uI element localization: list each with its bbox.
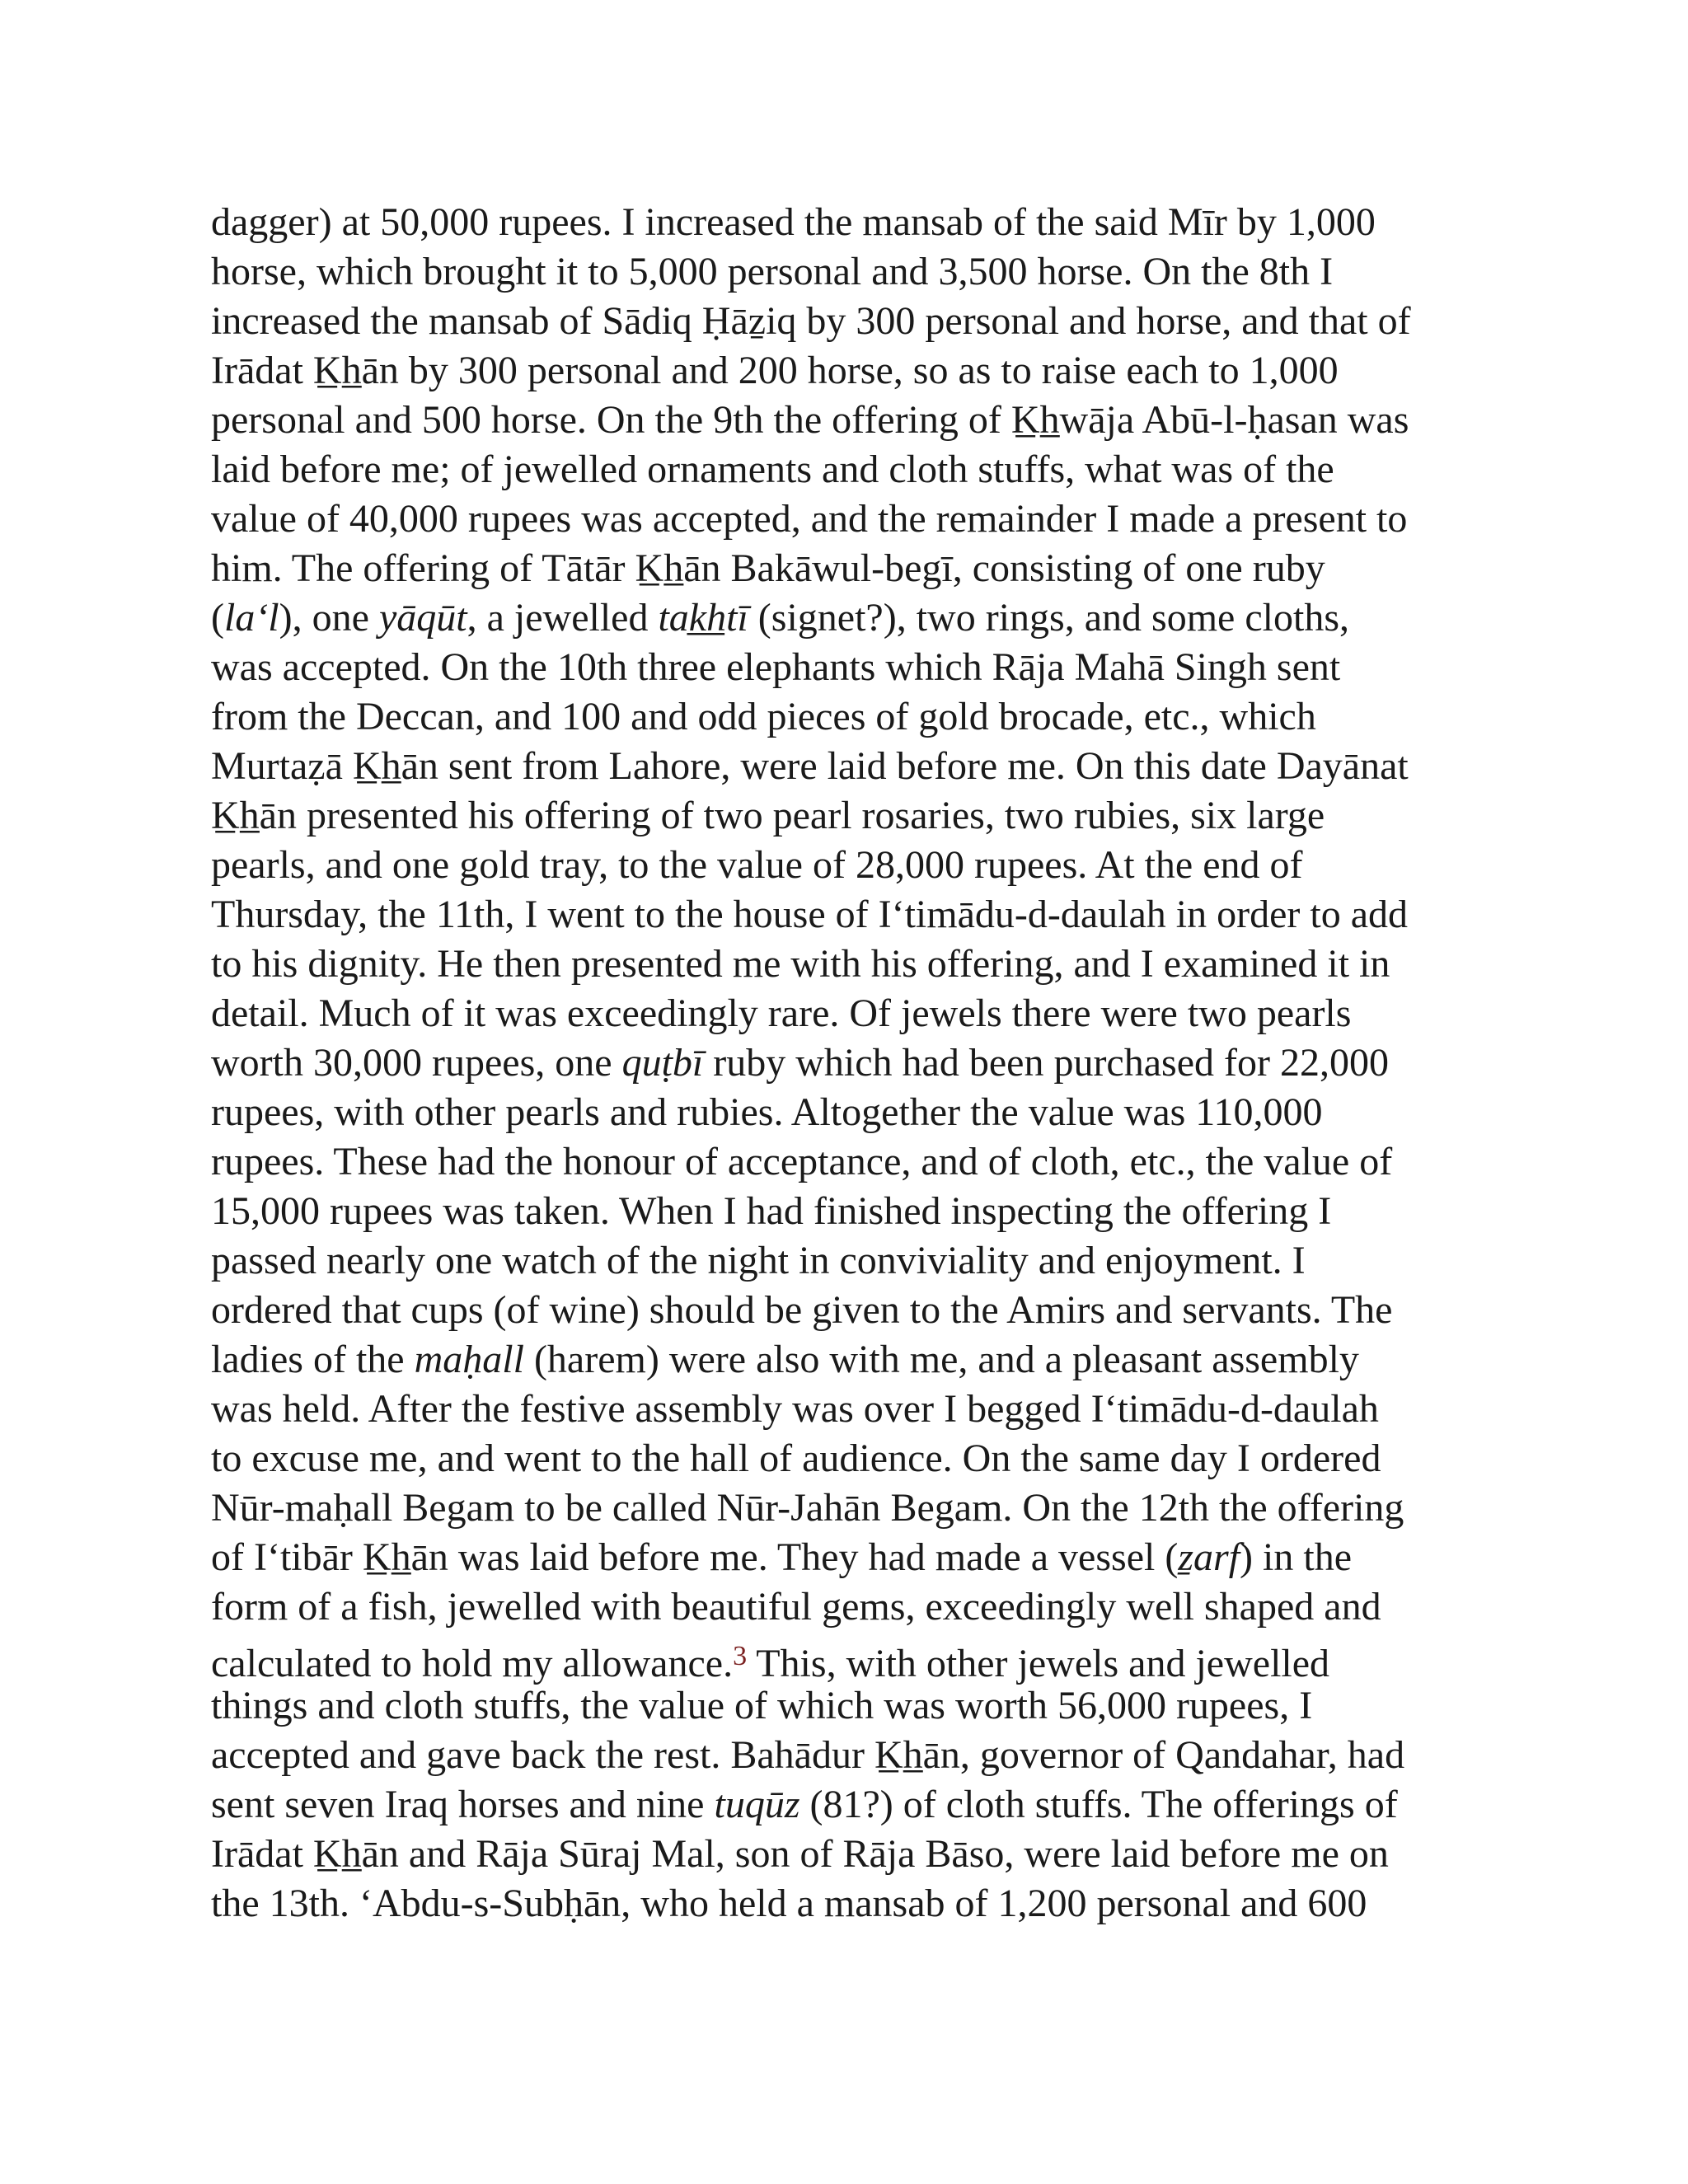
italic-term: ẕarf — [1178, 1535, 1240, 1579]
italic-term: yāqūt — [378, 596, 467, 640]
text-segment: ladies of the — [211, 1338, 415, 1381]
italic-term: maḥall — [414, 1338, 524, 1381]
text-line: laid before me; of jewelled ornaments and cloth stuffs, what was of the — [211, 448, 1334, 491]
text-line: personal and 500 horse. On the 9th the offering of K̲h̲wāja Abū-l-ḥasan was — [211, 398, 1409, 442]
text-line — [211, 593, 1497, 643]
text-line: 15,000 rupees was taken. When I had finished inspecting the offering I — [211, 1189, 1332, 1233]
text-line — [211, 1780, 1497, 1830]
text-segment: worth 30,000 rupees, one — [211, 1041, 622, 1085]
text-line: the 13th. ‘Abdu-s-Subḥān, who held a mansab of 1,200 personal and 600 — [211, 1882, 1367, 1925]
text-line: to his dignity. He then presented me with his offering, and I examined it in — [211, 942, 1390, 986]
text-line: was accepted. On the 10th three elephants which Rāja Mahā Singh sent — [211, 645, 1341, 689]
text-line: Irādat K̲h̲ān and Rāja Sūraj Mal, son of Rāja Bāso, were laid before me on — [211, 1832, 1389, 1876]
text-line: passed nearly one watch of the night in conviviality and enjoyment. I — [211, 1239, 1306, 1282]
text-segment: (81?) of cloth stuffs. The offerings of — [799, 1783, 1398, 1826]
text-line: accepted and gave back the rest. Bahādur K̲h̲ān, governor of Qandahar, had — [211, 1733, 1405, 1777]
text-line: to excuse me, and went to the hall of audience. On the same day I ordered — [211, 1436, 1381, 1480]
text-segment: of I‘tibār K̲h̲ān was laid before me. They had made a vessel ( — [211, 1535, 1179, 1579]
text-segment: (signet?), two rings, and some cloths, — [748, 596, 1349, 640]
text-line — [211, 1533, 1497, 1582]
text-segment: (harem) were also with me, and a pleasant assembly — [523, 1338, 1359, 1381]
text-line — [211, 1335, 1497, 1385]
text-line: rupees. These had the honour of acceptance, and of cloth, etc., the value of — [211, 1140, 1393, 1183]
text-line: things and cloth stuffs, the value of which was worth 56,000 rupees, I — [211, 1684, 1313, 1727]
footnote-marker[interactable]: 3 — [733, 1641, 748, 1671]
text-line: ordered that cups (of wine) should be given to the Amirs and servants. The — [211, 1288, 1393, 1332]
text-segment: ruby which had been purchased for 22,000 — [703, 1041, 1389, 1085]
text-line: Murtaẓā K̲h̲ān sent from Lahore, were laid before me. On this date Dayānat — [211, 744, 1409, 788]
text-line: Irādat K̲h̲ān by 300 personal and 200 horse, so as to raise each to 1,000 — [211, 349, 1339, 392]
text-line: Thursday, the 11th, I went to the house of I‘timādu-d-daulah in order to add — [211, 893, 1409, 936]
text-segment: , a jewelled — [467, 596, 659, 640]
text-line: K̲h̲ān presented his offering of two pearl rosaries, two rubies, six large — [211, 794, 1325, 837]
text-line: dagger) at 50,000 rupees. I increased the mansab of the said Mīr by 1,000 — [211, 200, 1376, 244]
text-line: from the Deccan, and 100 and odd pieces of gold brocade, etc., which — [211, 695, 1316, 738]
text-segment: ) in the — [1240, 1535, 1352, 1579]
text-segment: This, with other jewels and jewelled — [747, 1642, 1330, 1685]
text-line — [211, 1632, 1497, 1685]
text-line — [211, 1038, 1497, 1088]
italic-term: la‘l — [223, 596, 279, 640]
text-line: was held. After the festive assembly was over I begged I‘timādu-d-daulah — [211, 1387, 1379, 1431]
text-segment: ( — [211, 596, 224, 640]
text-segment: sent seven Iraq horses and nine — [211, 1783, 715, 1826]
italic-term: tuqūz — [714, 1783, 800, 1826]
text-line: pearls, and one gold tray, to the value of 28,000 rupees. At the end of — [211, 843, 1303, 887]
text-line: detail. Much of it was exceedingly rare. Of jewels there were two pearls — [211, 991, 1352, 1035]
text-line: Nūr-maḥall Begam to be called Nūr-Jahān Begam. On the 12th the offering — [211, 1486, 1404, 1530]
text-line: him. The offering of Tātār K̲h̲ān Bakāwul-begī, consisting of one ruby — [211, 546, 1325, 590]
italic-term: tak̲h̲tī — [658, 596, 748, 640]
text-line: value of 40,000 rupees was accepted, and the remainder I made a present to — [211, 497, 1408, 541]
text-line: horse, which brought it to 5,000 personal and 3,500 horse. On the 8th I — [211, 250, 1334, 293]
text-line: form of a fish, jewelled with beautiful gems, exceedingly well shaped and — [211, 1585, 1381, 1629]
text-segment: ), one — [279, 596, 379, 640]
italic-term: quṭbī — [621, 1041, 704, 1085]
document-body — [211, 198, 1497, 1929]
text-line: rupees, with other pearls and rubies. Altogether the value was 110,000 — [211, 1090, 1323, 1134]
text-line: increased the mansab of Sādiq Ḥāẕiq by 300 personal and horse, and that of — [211, 299, 1411, 343]
text-segment: calculated to hold my allowance. — [211, 1642, 734, 1685]
